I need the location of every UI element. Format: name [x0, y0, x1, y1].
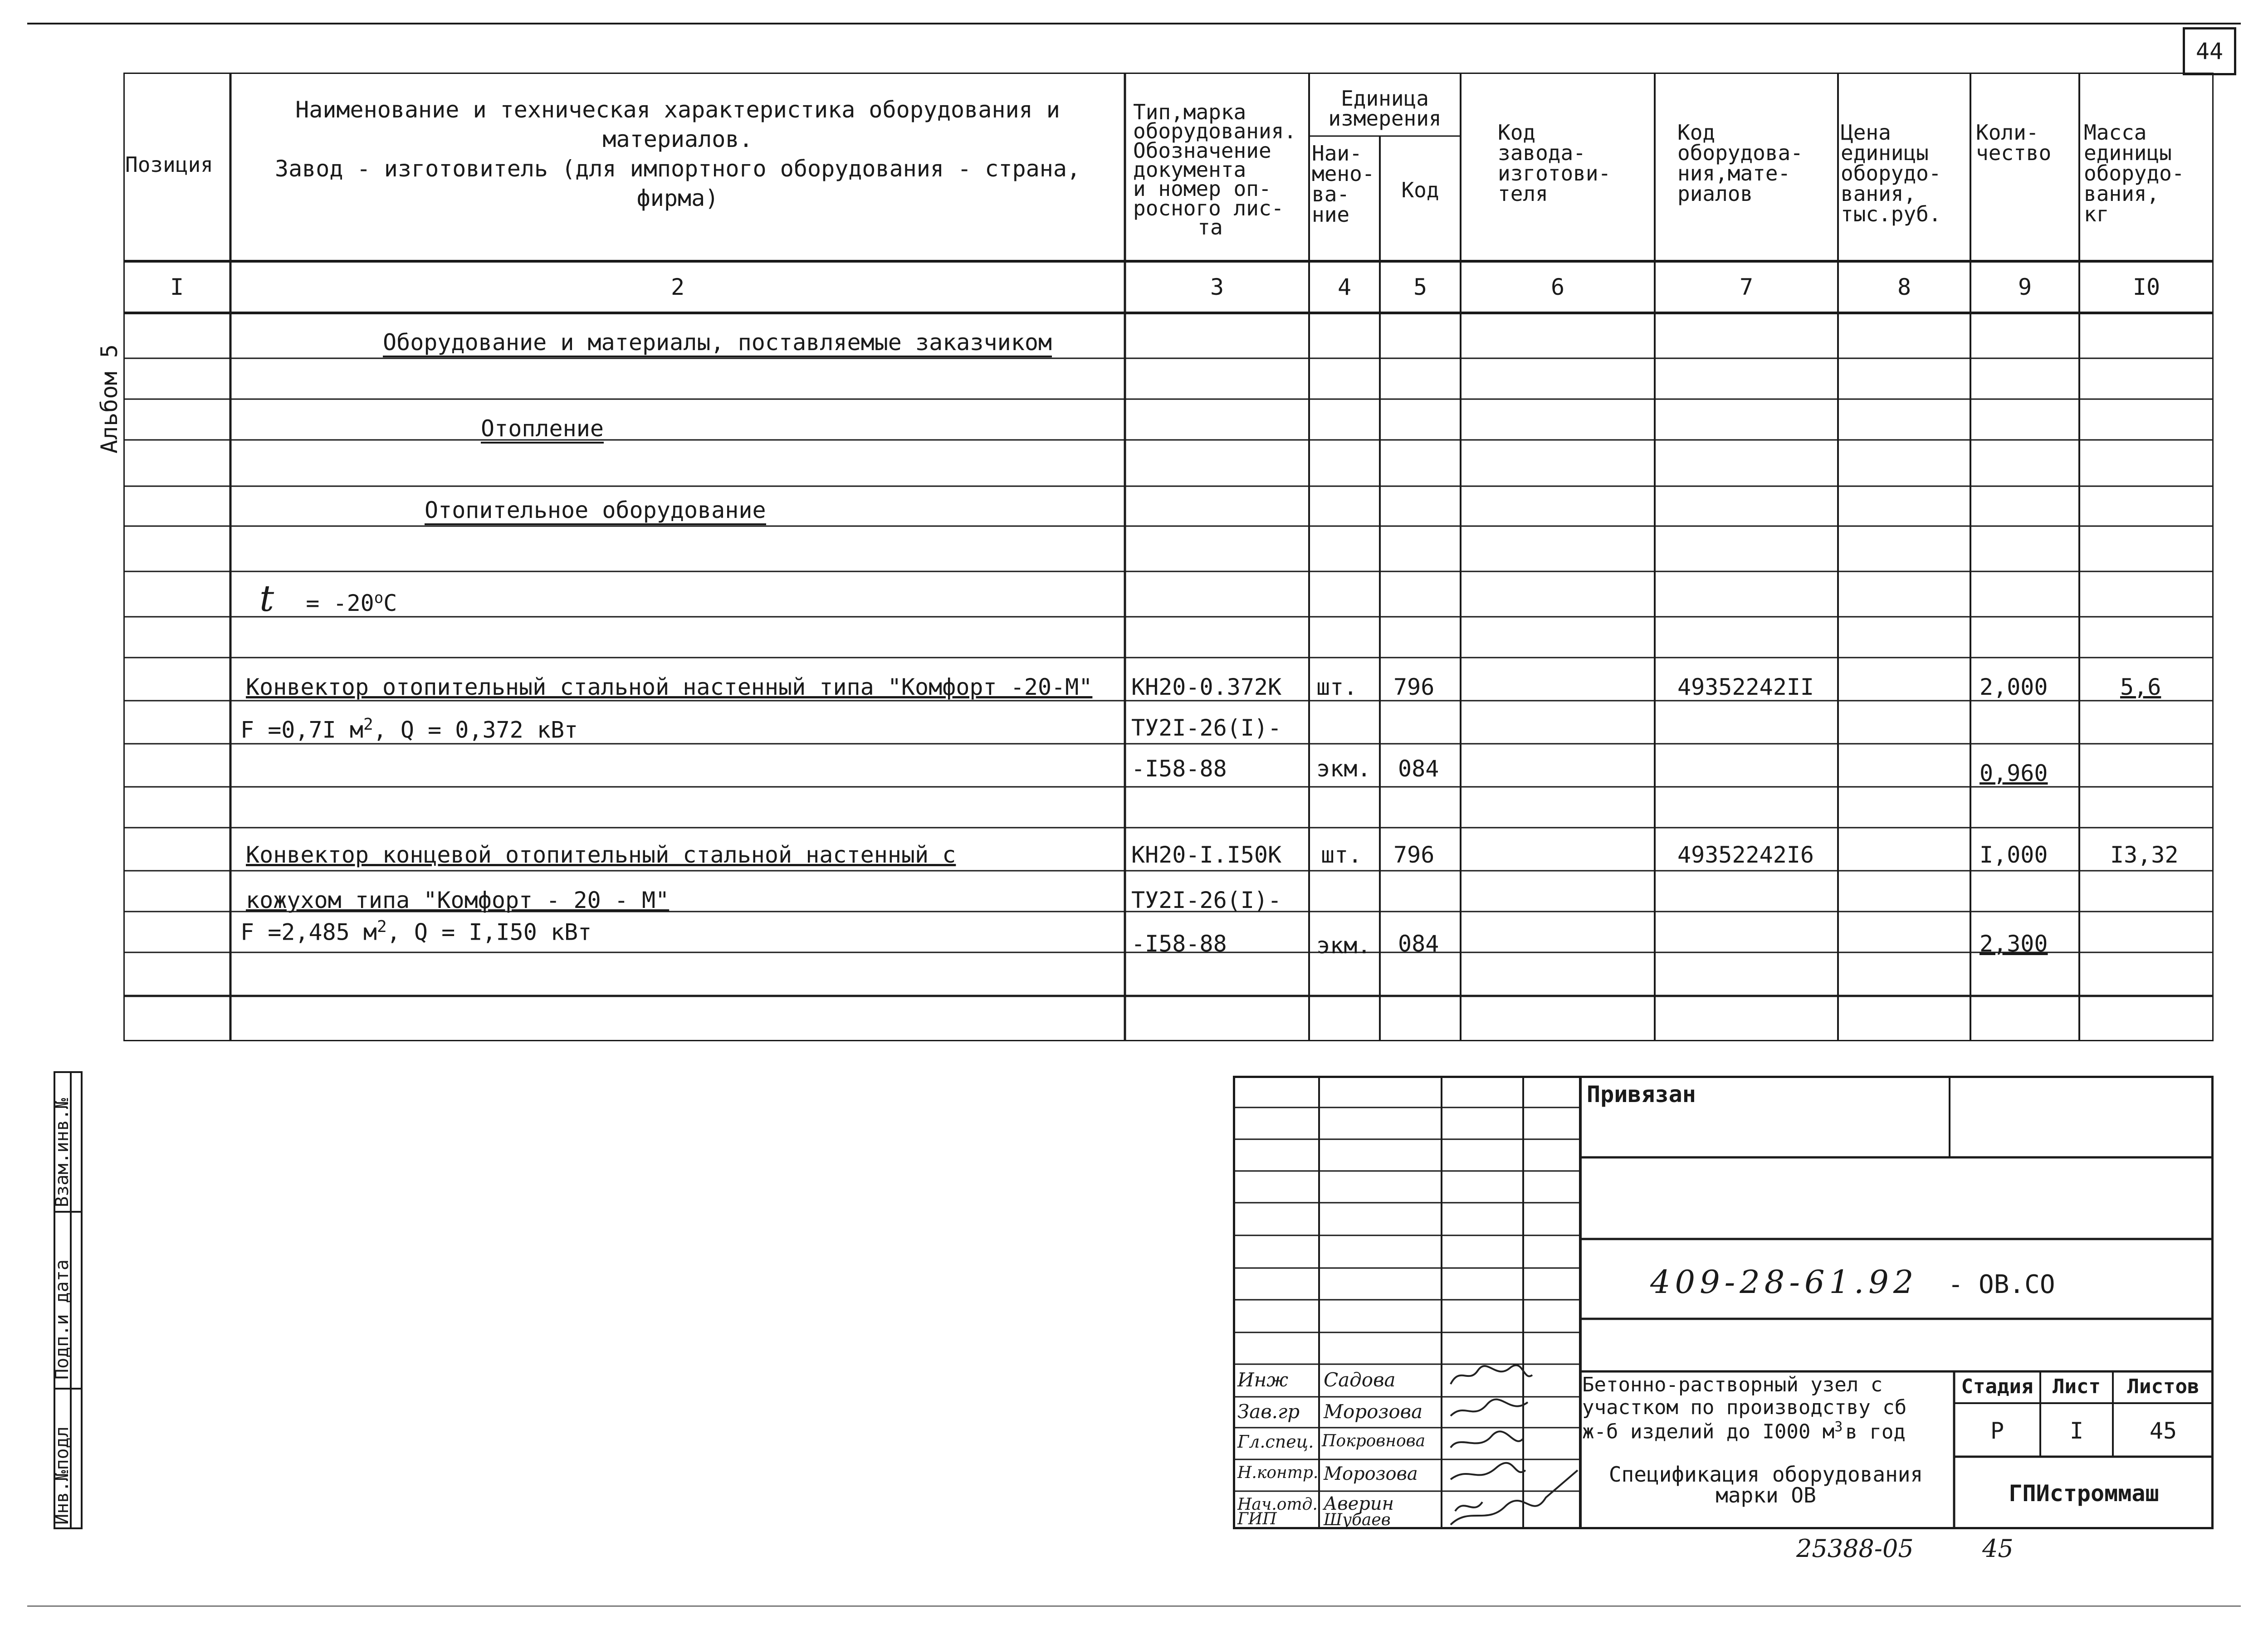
header-type-line3: Обозначение	[1133, 138, 1271, 163]
colnum-2: 2	[670, 274, 685, 300]
bottom-rule	[27, 1605, 2241, 1607]
item1-spec-sup: 2	[363, 715, 373, 734]
colnum-7: 7	[1739, 274, 1754, 300]
header-mass-line3: оборудо-	[2084, 161, 2185, 186]
item2-material-code: 49352242I6	[1677, 842, 1814, 868]
item1-unit-2: экм.	[1316, 756, 1371, 782]
header-price-line3: оборудо-	[1841, 161, 1941, 186]
colnum-1: I	[170, 274, 184, 300]
role-group-head: Зав.гр	[1237, 1400, 1300, 1423]
header-price-line5: тыс.руб.	[1841, 202, 1941, 227]
temperature-unit: C	[383, 590, 397, 616]
colnum-4: 4	[1337, 274, 1352, 300]
item1-material-code: 49352242II	[1677, 674, 1814, 700]
role-engineer: Инж	[1237, 1369, 1289, 1391]
colnum-8: 8	[1897, 274, 1911, 300]
role-chief-specialist: Гл.спец.	[1237, 1432, 1314, 1452]
header-type-line5: и номер оп-	[1133, 176, 1271, 201]
header-unit-name-line2: мено-	[1312, 161, 1375, 186]
item1-type-1: КН20-0.372К	[1131, 674, 1282, 700]
item2-spec-sup: 2	[377, 917, 387, 936]
project-line-3-text: ж-б изделий до I000 м	[1582, 1420, 1835, 1444]
header-material-code	[1677, 122, 1803, 204]
item1-spec-area: F =0,7I м	[240, 717, 363, 743]
document-code-number: 409-28-61.92	[1650, 1263, 1918, 1301]
sheet-value: I	[2069, 1418, 2084, 1444]
name-group-head: Морозова	[1324, 1400, 1423, 1423]
header-name-line1: Наименование и техническая характеристика оборудования и	[295, 97, 1060, 123]
header-mass	[2084, 120, 2185, 227]
temperature-symbol: t	[259, 577, 274, 619]
header-type-line2: оборудования.	[1133, 119, 1297, 144]
header-unit-group	[1309, 86, 1461, 131]
header-type-line1: Тип,марка	[1133, 100, 1246, 124]
temperature-value: = -20	[306, 590, 374, 616]
header-unit-name-line4: ние	[1312, 202, 1350, 227]
header-factory-line2: завода-	[1498, 141, 1586, 166]
spec-title	[1582, 1464, 1950, 1506]
item2-quantity-2: 2,300	[1980, 931, 2048, 957]
item2-spec	[240, 919, 591, 944]
name-chief-specialist: Покровнова	[1322, 1432, 1426, 1450]
footer-page: 45	[1982, 1534, 2014, 1563]
header-unit-line1: Единица	[1341, 86, 1429, 111]
header-material-line1: Код	[1677, 120, 1716, 145]
project-line-3-sup: 3	[1834, 1419, 1843, 1435]
header-name-line4: фирма)	[636, 185, 719, 211]
item2-type-2: ТУ2I-26(I)-	[1131, 887, 1282, 913]
item1-type-3: -I58-88	[1131, 756, 1227, 782]
item1-mass: 5,6	[2120, 674, 2161, 700]
stamp-replaced-inv: Взам.инв.№	[52, 1098, 73, 1207]
sheets-label: Листов	[2127, 1375, 2200, 1398]
colnum-9: 9	[2018, 274, 2032, 300]
role-dept-head: Нач.отд.	[1237, 1495, 1318, 1514]
header-mass-line5: кг	[2084, 202, 2109, 227]
header-mass-line2: единицы	[2084, 141, 2172, 166]
sheet-label: Лист	[2053, 1375, 2101, 1398]
stamp-original-inv: Инв.№подл	[52, 1426, 73, 1525]
item2-type-1: КН20-I.I50К	[1131, 842, 1282, 868]
project-line-2: участком по производству сб	[1582, 1396, 1907, 1419]
stage-label: Стадия	[1961, 1375, 2033, 1398]
item2-code-1: 796	[1393, 842, 1435, 868]
header-mass-line4: вания,	[2084, 181, 2160, 206]
header-quantity	[1976, 120, 2052, 166]
item2-name-2: кожухом типа "Комфорт - 20 - М"	[246, 887, 670, 913]
signatures	[1442, 1357, 1587, 1529]
section-supplied-by-customer: Оборудование и материалы, поставляемые заказчиком	[383, 331, 1052, 357]
colnum-5: 5	[1413, 274, 1427, 300]
header-price-line2: единицы	[1841, 141, 1929, 166]
header-material-line4: риалов	[1677, 181, 1753, 206]
name-dept-head: Аверин	[1324, 1493, 1394, 1514]
project-line-3	[1582, 1420, 1906, 1442]
colnum-10: I0	[2132, 274, 2160, 300]
header-quantity-line2: чество	[1976, 141, 2052, 166]
item1-code-2: 084	[1398, 756, 1439, 782]
spec-title-line2: марки ОВ	[1716, 1483, 1816, 1507]
colnum-3: 3	[1210, 274, 1224, 300]
item2-unit-1: шт.	[1321, 842, 1362, 868]
document-code-suffix: - ОВ.СО	[1948, 1270, 2055, 1299]
spec-title-line1: Спецификация оборудования	[1608, 1462, 1923, 1487]
header-unit-code: Код	[1401, 178, 1439, 202]
document-code	[1650, 1263, 2055, 1301]
role-norm-control: Н.контр.	[1237, 1463, 1319, 1482]
header-name	[230, 95, 1125, 213]
header-type-line7: та	[1198, 215, 1223, 239]
stamp-sign-date: Подп.и дата	[52, 1259, 73, 1380]
header-material-line3: ния,мате-	[1677, 161, 1791, 186]
item2-quantity-1: I,000	[1980, 842, 2048, 868]
project-line-3-tail: в год	[1845, 1420, 1906, 1444]
stage-value: Р	[1990, 1418, 2004, 1444]
header-name-line3: Завод - изготовитель (для импортного оборудования - страна,	[274, 156, 1081, 182]
header-type-line6: росного лис-	[1133, 195, 1284, 220]
header-name-line2: материалов.	[602, 126, 753, 152]
sheets-value: 45	[2149, 1418, 2177, 1444]
design-temperature	[259, 577, 397, 619]
bound-label: Привязан	[1587, 1081, 1696, 1107]
item1-type-2: ТУ2I-26(I)-	[1131, 715, 1282, 741]
item1-code-1: 796	[1393, 674, 1435, 700]
title-block-grid	[1233, 1076, 2214, 1529]
organization: ГПИстроммаш	[2009, 1480, 2159, 1507]
header-mass-line1: Масса	[2084, 120, 2147, 145]
name-norm-control: Морозова	[1324, 1463, 1418, 1484]
temperature-degree: o	[374, 589, 384, 607]
item2-mass: I3,32	[2110, 842, 2179, 868]
header-factory-line3: изготови-	[1498, 161, 1611, 186]
page-number: 44	[2183, 27, 2236, 75]
archive-number: 25388-05	[1796, 1534, 1914, 1563]
header-price-line1: Цена	[1841, 120, 1891, 145]
header-type	[1133, 102, 1296, 237]
colnum-6: 6	[1550, 274, 1565, 300]
header-position: Позиция	[125, 152, 213, 177]
item2-unit-2: экм.	[1316, 932, 1371, 959]
header-quantity-line1: Коли-	[1976, 120, 2039, 145]
item2-type-3: -I58-88	[1131, 931, 1227, 957]
margin-stamp	[54, 1071, 83, 1529]
name-engineer: Садова	[1324, 1369, 1396, 1391]
top-rule	[27, 23, 2241, 24]
item2-code-2: 084	[1398, 931, 1439, 957]
header-unit-name	[1312, 143, 1374, 225]
item2-spec-power: , Q = I,I50 кВт	[386, 919, 592, 946]
title-block	[1233, 1076, 2214, 1529]
header-factory-code	[1498, 122, 1611, 204]
name-chief-engineer: Шубаев	[1324, 1511, 1391, 1529]
album-label: Альбом 5	[96, 344, 122, 454]
item1-spec	[240, 717, 578, 741]
item2-spec-area: F =2,485 м	[240, 919, 377, 946]
section-heating: Отопление	[481, 417, 604, 444]
role-chief-engineer: ГИП	[1237, 1510, 1277, 1528]
spec-table	[123, 73, 2214, 1041]
header-unit-line2: измерения	[1328, 106, 1442, 131]
project-line-1: Бетонно-растворный узел с	[1582, 1373, 1883, 1396]
section-heating-equipment: Отопительное оборудование	[425, 499, 766, 525]
header-material-line2: оборудова-	[1677, 141, 1803, 166]
item1-quantity-2: 0,960	[1980, 760, 2048, 786]
header-factory-line1: Код	[1498, 120, 1536, 145]
item1-spec-power: , Q = 0,372 кВт	[373, 717, 578, 743]
header-factory-line4: теля	[1498, 181, 1548, 206]
header-price	[1841, 120, 1941, 227]
item2-name-1: Конвектор концевой отопительный стальной настенный с	[246, 842, 956, 868]
header-unit-name-line1: Наи-	[1312, 141, 1362, 166]
header-unit-name-line3: ва-	[1312, 182, 1350, 207]
item1-quantity-1: 2,000	[1980, 674, 2048, 700]
item1-unit-1: шт.	[1316, 674, 1358, 700]
header-type-line4: документа	[1133, 157, 1246, 182]
header-price-line4: вания,	[1841, 181, 1916, 206]
item1-name: Конвектор отопительный стальной настенный типа "Комфорт -20-М"	[246, 674, 1093, 700]
